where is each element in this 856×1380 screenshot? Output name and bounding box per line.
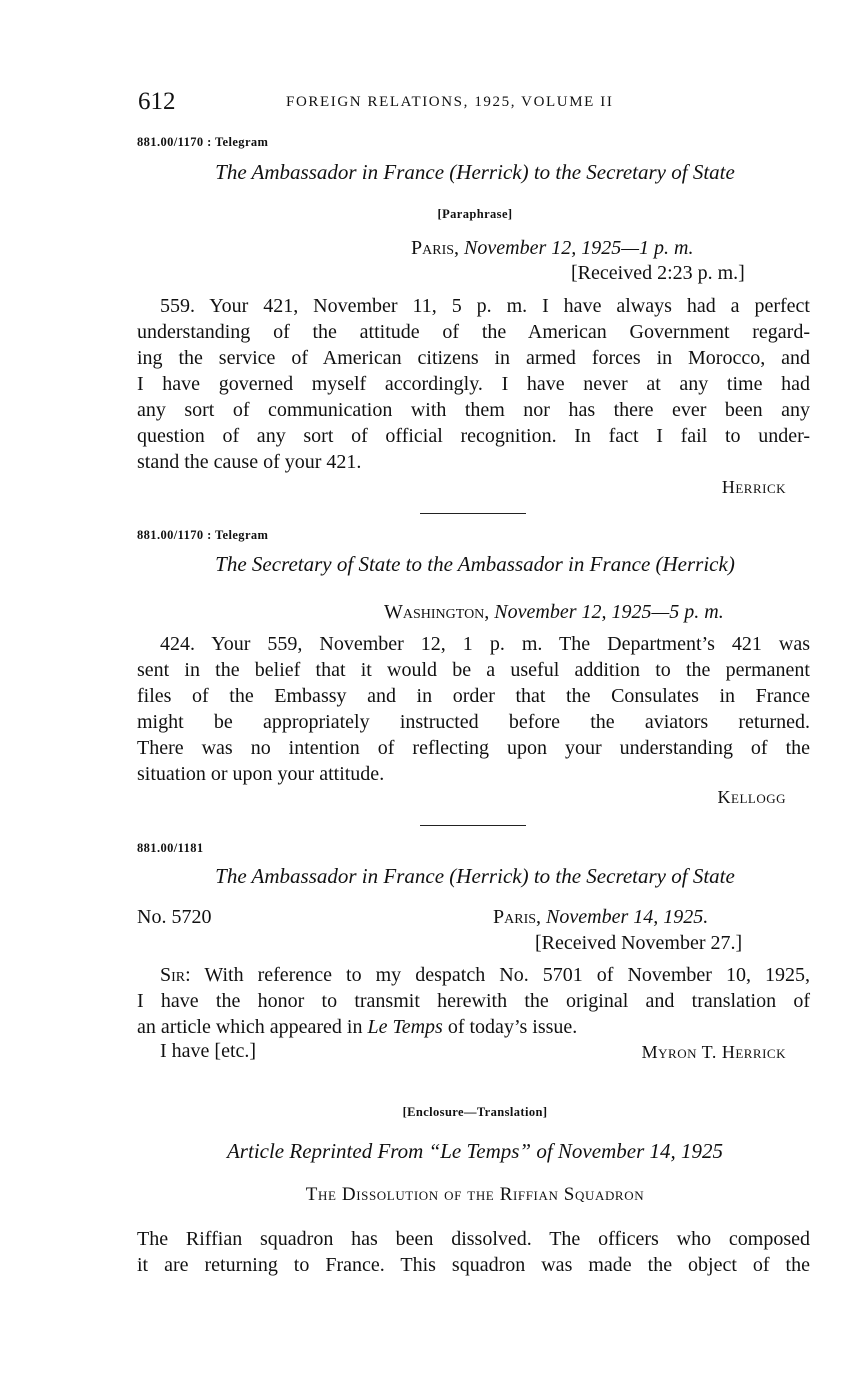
- dateline-date: November 12, 1925—5 p. m.: [494, 601, 724, 623]
- body-line: sent in the belief that it would be a useful addition to the permanent: [137, 659, 810, 681]
- body-text: With reference to my despatch No. 5701 of November 10, 1925,: [204, 964, 810, 986]
- dateline-date: November 14, 1925.: [546, 906, 709, 928]
- section-divider: [420, 825, 526, 826]
- body-line: situation or upon your attitude.: [137, 763, 385, 785]
- body-line: The Riffian squadron has been dissolved. The officers who composed: [137, 1228, 810, 1250]
- paraphrase-note: [Paraphrase]: [437, 207, 513, 221]
- received-note: [Received 2:23 p. m.]: [571, 262, 745, 284]
- closing: I have [etc.]: [160, 1040, 257, 1062]
- salutation: Sir:: [160, 964, 191, 986]
- enclosure-note: [Enclosure—Translation]: [402, 1105, 548, 1119]
- document-title: The Secretary of State to the Ambassador in France (Herrick): [215, 552, 735, 576]
- body-line: it are returning to France. This squadron was made the object of the: [137, 1254, 810, 1276]
- body-line: 559. Your 421, November 11, 5 p. m. I have always had a perfect: [160, 295, 810, 317]
- telegram-body: [137, 293, 810, 475]
- body-line: ing the service of American citizens in armed forces in Morocco, and: [137, 347, 810, 369]
- dateline: [411, 237, 693, 260]
- body-line: There was no intention of reflecting upon your understanding of the: [137, 737, 810, 759]
- despatch-body: [137, 962, 810, 1040]
- body-line: 424. Your 559, November 12, 1 p. m. The Department’s 421 was: [160, 633, 810, 655]
- body-line: files of the Embassy and in order that the Consulates in France: [137, 685, 810, 707]
- dateline-date: November 12, 1925—1 p. m.: [464, 237, 694, 259]
- page-number: 612: [138, 88, 176, 115]
- body-line: [137, 962, 810, 988]
- body-line: might be appropriately instructed before the aviators returned.: [137, 711, 810, 733]
- document-title: The Ambassador in France (Herrick) to the Secretary of State: [215, 864, 735, 888]
- body-line: I have governed myself accordingly. I have never at any time had: [137, 373, 810, 395]
- file-reference: 881.00/1170 : Telegram: [137, 528, 269, 542]
- received-note: [Received November 27.]: [535, 932, 743, 954]
- document-title: The Ambassador in France (Herrick) to the Secretary of State: [215, 160, 735, 184]
- body-line: question of any sort of official recognition. In fact I fail to under-: [137, 425, 810, 447]
- body-line: [137, 1014, 810, 1040]
- dateline: [493, 906, 708, 929]
- despatch-number: No. 5720: [137, 906, 212, 928]
- running-title: FOREIGN RELATIONS, 1925, VOLUME II: [286, 94, 614, 110]
- body-text: an article which appeared in: [137, 1016, 368, 1038]
- newspaper-name: Le Temps: [367, 1016, 443, 1038]
- body-line: stand the cause of your 421.: [137, 451, 362, 473]
- signature: Kellogg: [717, 787, 786, 807]
- article-body: [137, 1226, 810, 1278]
- file-reference: 881.00/1181: [137, 841, 204, 855]
- file-reference: 881.00/1170 : Telegram: [137, 135, 269, 149]
- telegram-body: [137, 631, 810, 787]
- body-line: any sort of communication with them nor has there ever been any: [137, 399, 810, 421]
- dateline-place: Paris,: [411, 237, 460, 259]
- signature: Herrick: [721, 477, 786, 497]
- body-line: understanding of the attitude of the American Government regard-: [137, 321, 810, 343]
- dateline-place: Washington,: [384, 601, 490, 623]
- body-line: I have the honor to transmit herewith the original and translation of: [137, 990, 810, 1012]
- article-heading: The Dissolution of the Riffian Squadron: [305, 1184, 645, 1205]
- dateline: [384, 601, 724, 624]
- section-divider: [420, 513, 526, 514]
- enclosure-title: Article Reprinted From “Le Temps” of November 14, 1925: [226, 1139, 723, 1163]
- signature: Myron T. Herrick: [641, 1042, 786, 1062]
- dateline-place: Paris,: [493, 906, 542, 928]
- body-text: of today’s issue.: [442, 1016, 578, 1038]
